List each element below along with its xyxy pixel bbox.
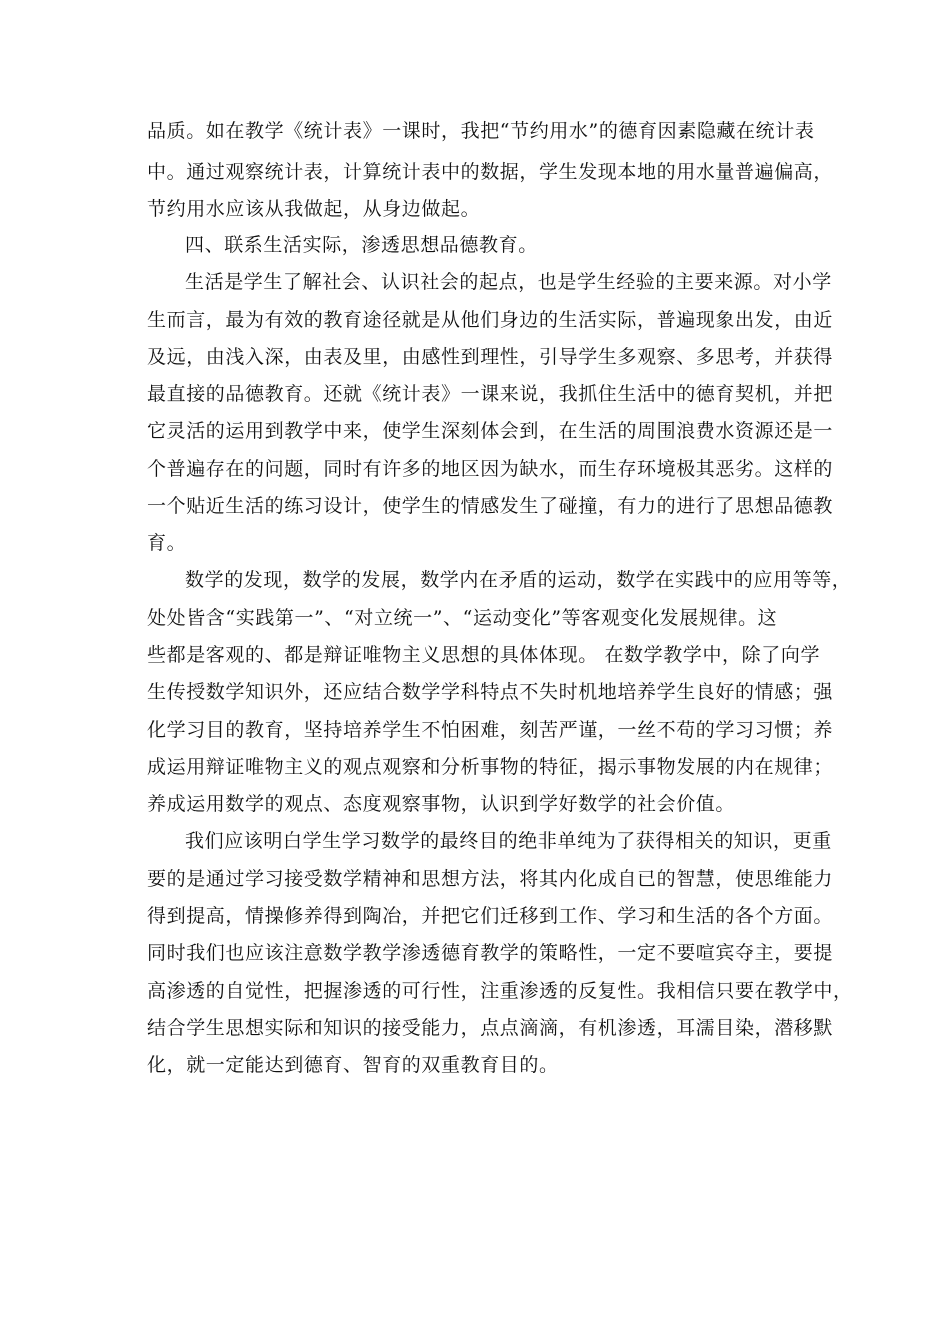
text-line: 化学习目的教育，坚持培养学生不怕困难，刻苦严谨，一丝不苟的学习习惯；养: [147, 719, 834, 741]
text-line: 同时我们也应该注意数学教学渗透德育教学的策略性，一定不要喧宾夺主，要提: [147, 942, 834, 964]
text-line: 处处皆含“实践第一”、“对立统一”、“运动变化”等客观变化发展规律。这: [147, 607, 778, 629]
text-line: 数学的发现，数学的发展，数学内在矛盾的运动，数学在实践中的应用等等，: [185, 569, 852, 591]
text-line: 养成运用数学的观点、态度观察事物，认识到学好数学的社会价值。: [147, 793, 736, 815]
text-line: 及远，由浅入深，由表及里，由感性到理性，引导学生多观察、多思考，并获得: [147, 346, 834, 368]
text-line: 生而言，最为有效的教育途径就是从他们身边的生活实际，普遍现象出发，由近: [147, 309, 834, 331]
text-line: 得到提高，情操修养得到陶冶，并把它们迁移到工作、学习和生活的各个方面。: [147, 905, 834, 927]
text-line: 最直接的品德教育。还就《统计表》一课来说，我抓住生活中的德育契机，并把: [147, 383, 834, 405]
text-line: 我们应该明白学生学习数学的最终目的绝非单纯为了获得相关的知识，更重: [185, 830, 832, 852]
text-line: 要的是通过学习接受数学精神和思想方法，将其内化成自已的智慧，使思维能力: [147, 868, 834, 890]
text-line: 一个贴近生活的练习设计，使学生的情感发生了碰撞，有力的进行了思想品德教: [147, 495, 834, 517]
text-line: 些都是客观的、都是辩证唯物主义思想的具体体现。 在数学教学中，除了向学: [147, 644, 821, 666]
section-heading: 四、联系生活实际，渗透思想品德教育。: [185, 234, 538, 256]
text-line: 高渗透的自觉性，把握渗透的可行性，注重渗透的反复性。我相信只要在教学中，: [147, 980, 853, 1002]
text-line: 它灵活的运用到教学中来，使学生深刻体会到，在生活的周围浪费水资源还是一: [147, 420, 834, 442]
text-line: 生传授数学知识外，还应结合数学学科特点不失时机地培养学生良好的情感；强: [147, 681, 834, 703]
text-line: 结合学生思想实际和知识的接受能力，点点滴滴，有机渗透，耳濡目染，潜移默: [147, 1017, 834, 1039]
text-line: 化，就一定能达到德育、智育的双重教育目的。: [147, 1054, 559, 1076]
text-line: 中。通过观察统计表，计算统计表中的数据，学生发现本地的用水量普遍偏高，: [147, 161, 834, 183]
text-line: 个普遍存在的问题，同时有许多的地区因为缺水，而生存环境极其恶劣。这样的: [147, 458, 834, 480]
text-line: 育。: [147, 532, 187, 554]
text-line: 品质。如在教学《统计表》一课时，我把“节约用水”的德育因素隐藏在统计表: [147, 120, 815, 142]
text-line: 成运用辩证唯物主义的观点观察和分析事物的特征，揭示事物发展的内在规律；: [147, 756, 834, 778]
text-line: 生活是学生了解社会、认识社会的起点，也是学生经验的主要来源。对小学: [185, 271, 832, 293]
text-line: 节约用水应该从我做起，从身边做起。: [147, 198, 481, 220]
